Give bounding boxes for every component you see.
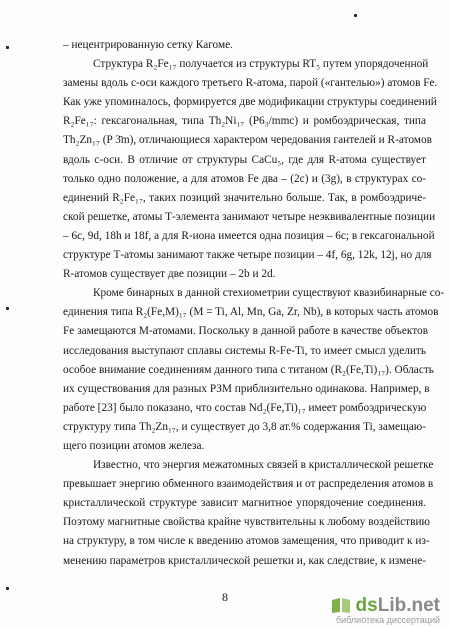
page-number: 8 [222, 590, 228, 604]
text-line: на структуру, в том числе к введению атомов замещения, что приводит к из- [63, 535, 430, 548]
watermark-caption: библиотека диссертаций [335, 615, 440, 625]
text-line: Кроме бинарных в данной стехиометрии существуют квазибинарные со- [93, 287, 445, 300]
text-line: кристаллической структуре зависит магнитное упорядочение соединения. [63, 497, 426, 510]
text-line: особое внимание соединениям данного типа с титаном (R₂(Fe,Ti)₁₇). Область [63, 363, 434, 376]
text-line: R-атомов существует две позиции – 2b и 2d. [63, 268, 276, 281]
text-line: единений R₂Fe₁₇, таких позиций значительно больше. Так, в ромбоэдриче- [63, 191, 426, 204]
text-line: ской решетке, атомы Т-элемента занимают четыре неэквивалентные позиции [63, 210, 436, 223]
scan-mark [6, 587, 9, 590]
text-line: исследования выступают сплавы системы R-Fe-Ti, то имеет смысл уделить [63, 344, 426, 357]
scan-mark [354, 14, 357, 17]
text-line: только одно положение, а для атомов Fe два – (2c) и (3g), в структурах со- [63, 172, 426, 185]
text-line: превышает энергию обменного взаимодействия и от распределения атомов в [63, 478, 434, 491]
text-line: структуру типа Th₂Zn₁₇, и существует до 3,8 ат.% содержания Ti, замещаю- [63, 420, 426, 433]
book-icon [330, 596, 352, 614]
text-line: их существования для разных РЗМ приблизительно одинакова. Например, в [63, 382, 430, 395]
text-line: структуре Т-атомы занимают также четыре позиции – 4f, 6g, 12k, 12j, но для [63, 249, 432, 262]
text-line: вдоль c-оси. В отличие от структуры CaCu₅, где для R-атома существует [63, 153, 426, 166]
scan-mark [6, 307, 9, 310]
body-text [63, 36, 445, 571]
scan-mark [6, 46, 9, 49]
text-line: щего позиции атомов железа. [63, 439, 205, 452]
text-line: R₂Fe₁₇: гексагональная, типа Th₂Ni₁₇ (P6₃/mmc) и ромбоэдрическая, типа [63, 115, 426, 128]
text-line: единения типа R₂(Fe,M)₁₇ (M = Ti, Al, Mn, Ga, Zr, Nb), в которых часть атомов [63, 306, 439, 319]
text-line: работе [23] было показано, что состав Nd₂(Fe,Ti)₁₇ имеет ромбоэдрическую [63, 401, 427, 414]
text-line: Как уже упоминалось, формируется две модификации структуры соединений [63, 96, 437, 109]
text-line: – нецентрированную сетку Кагоме. [63, 39, 233, 51]
text-line: замены вдоль c-оси каждого третьего R-атома, парой («гантелью») атомов Fe. [63, 77, 438, 90]
text-line: Известно, что энергия межатомных связей в кристаллической решетке [93, 459, 434, 472]
text-line: Структура R₂Fe₁₇ получается из структуры RT₅ путем упорядоченной [93, 58, 429, 71]
text-line: Th₂Zn₁₇ (P 3̄m), отличающиеся характером чередования гантелей и R-атомов [63, 134, 432, 147]
text-line: Поэтому магнитные свойства крайне чувствительны к любому воздействию [63, 516, 430, 529]
text-line: – 6c, 9d, 18h и 18f, а для R-иона имеется одна позиция – 6c; в гексагональной [63, 229, 435, 242]
watermark-logo: dsLib.net [355, 594, 440, 616]
text-line: менению параметров кристаллической решетки и, как следствие, к измене- [63, 554, 427, 567]
text-line: Fe замещаются М-атомами. Поскольку в данной работе в качестве объектов [63, 325, 429, 338]
